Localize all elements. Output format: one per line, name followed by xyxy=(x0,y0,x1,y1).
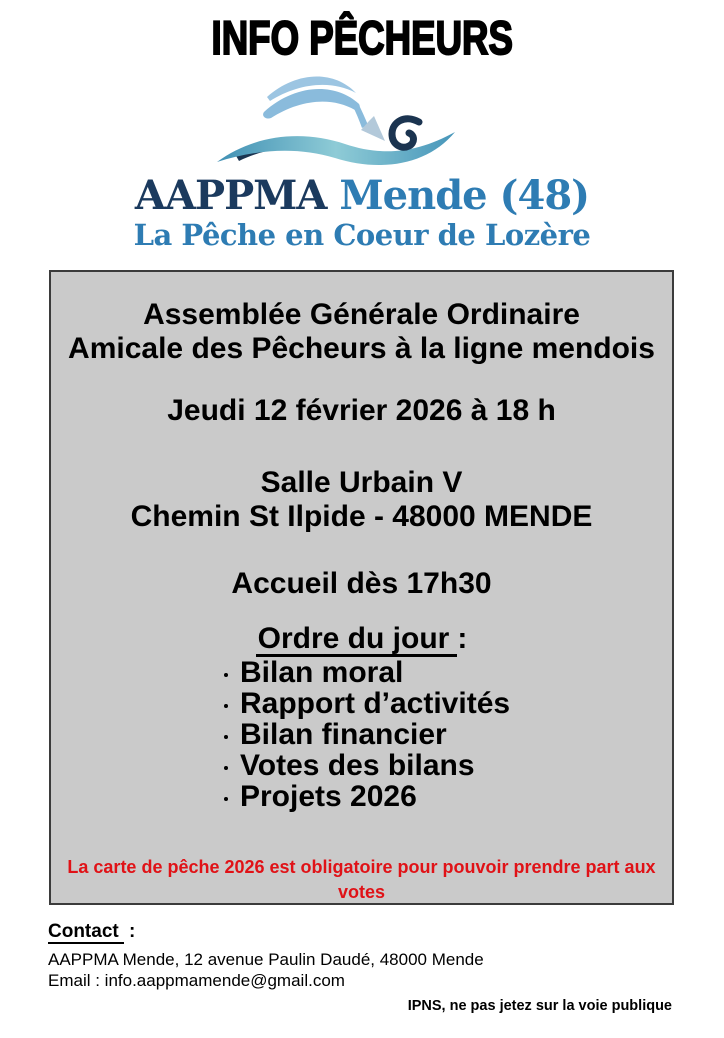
agenda-item: Votes des bilans xyxy=(240,750,672,781)
meeting-heading-line2: Amicale des Pêcheurs à la ligne mendois xyxy=(68,332,655,365)
venue-address: Chemin St Ilpide - 48000 MENDE xyxy=(130,500,593,533)
fish-tail-stroke xyxy=(352,103,368,128)
org-name-acronym: AAPPMA xyxy=(134,172,327,219)
org-name xyxy=(0,172,724,219)
contact-email: Email : info.aappmamende@gmail.com xyxy=(48,971,345,990)
contact-address: AAPPMA Mende, 12 avenue Paulin Daudé, 48000 Mende xyxy=(48,950,484,969)
agenda-item: Rapport d’activités xyxy=(240,688,672,719)
agenda-title-text: Ordre du jour xyxy=(256,624,458,657)
notice-box xyxy=(49,270,674,905)
fish-jumping-over-waves-icon xyxy=(215,72,459,168)
contact-heading-colon: : xyxy=(129,921,136,942)
wave-main xyxy=(217,132,455,165)
page-title-text: INFO PÊCHEURS xyxy=(211,11,513,64)
agenda-list xyxy=(240,657,672,812)
voting-card-warning: La carte de pêche 2026 est obligatoire pour pouvoir prendre part aux votes xyxy=(67,857,656,902)
org-tagline: La Pêche en Coeur de Lozère xyxy=(133,218,591,252)
agenda-title-colon: : xyxy=(457,622,468,655)
footer xyxy=(48,920,672,1015)
contact-heading xyxy=(48,920,672,944)
meeting-venue xyxy=(51,466,672,534)
page-title xyxy=(0,11,724,64)
print-notice: IPNS, ne pas jetez sur la voie publique xyxy=(407,998,672,1014)
wave-swirl xyxy=(392,119,419,147)
meeting-heading-line1: Assemblée Générale Ordinaire xyxy=(143,298,580,331)
welcome-time: Accueil dès 17h30 xyxy=(231,567,492,600)
agenda-item: Bilan moral xyxy=(240,657,672,688)
agenda-title xyxy=(51,622,672,657)
venue-name: Salle Urbain V xyxy=(260,466,463,499)
agenda-item: Projets 2026 xyxy=(240,781,672,812)
contact-heading-text: Contact xyxy=(48,922,124,944)
agenda-item: Bilan financier xyxy=(240,719,672,750)
meeting-datetime: Jeudi 12 février 2026 à 18 h xyxy=(167,394,556,427)
org-name-location: Mende (48) xyxy=(339,172,590,219)
